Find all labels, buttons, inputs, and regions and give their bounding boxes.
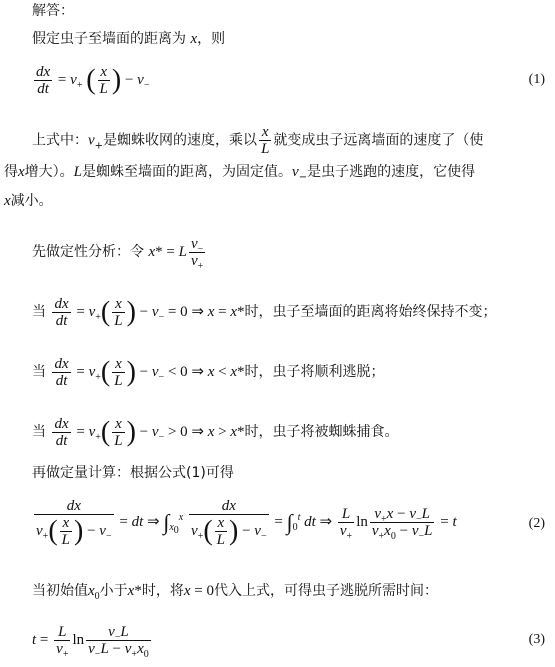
para1-d: 得 — [4, 164, 18, 180]
intro-text: 假定虫子至墙面的距离为 — [32, 31, 186, 47]
para1-e: 增大）。 — [24, 164, 74, 180]
equation-2: dx $v_+$( $\frac{x}{L}$ ) − $v_-$ = dt ⇒ $\int_{x_0}^x$ dx $v_+$( $\frac{x}{L}$ ) − $v_-$ = $\int_0^t$ dt ⇒ $\frac{L}{v_+}$ ln $\frac{v_+x - v_-L}{v_+x_0 - v_-L}$ = t — [36, 497, 457, 548]
case-2-prefix: 当 — [32, 364, 46, 380]
equation-1-number: (1) — [528, 72, 545, 87]
case-2: 当 $\frac{dx}{dt}$ = $v_+$( $\frac{x}{L}$ ) − $v_- < 0$ ⇒ x < x*时，虫子将顺利逃脱； — [32, 356, 385, 390]
escape-text: 当初始值$x_0$小于x*时，将x = 0代入上式，可得虫子逃脱所需时间： — [32, 583, 438, 602]
quantitative-intro: 再做定量计算：根据公式(1)可得 — [32, 465, 234, 481]
escape-text-a: 当初始值 — [32, 583, 88, 599]
case-2-text: 时，虫子将顺利逃脱； — [244, 364, 385, 380]
equation-1: $\frac{dx}{dt}$ = $v_+$ ( $\frac{x}{L}$ ) − $v_-$ — [36, 64, 150, 98]
case-3-prefix: 当 — [32, 424, 46, 440]
intro-end: ，则 — [197, 31, 226, 47]
escape-text-d: 代入上式，可得虫子逃脱所需时间： — [213, 583, 438, 599]
case-3-text: 时，虫子将被蜘蛛捕食。 — [244, 424, 399, 440]
case-3: 当 $\frac{dx}{dt}$ = $v_+$( $\frac{x}{L}$ ) − $v_- > 0$ ⇒ x > x*时，虫子将被蜘蛛捕食。 — [32, 416, 399, 450]
qual-intro-text: 先做定性分析：令 — [32, 244, 144, 260]
para1-h: 减小。 — [10, 193, 53, 209]
para1-a: 上式中： — [32, 132, 88, 149]
escape-text-c: 时，将 — [141, 583, 184, 599]
escape-text-b: 小于 — [99, 583, 128, 599]
case-1-prefix: 当 — [32, 304, 46, 320]
equation-3-number: (3) — [528, 632, 545, 647]
paragraph-1-line-3: x减小。 — [4, 193, 53, 209]
para1-f: 是蜘蛛至墙面的距离，为固定值。 — [82, 164, 293, 180]
case-1-text: 时，虫子至墙面的距离将始终保持不变； — [244, 304, 497, 320]
intro-var: x — [190, 31, 198, 47]
para1-b: 是蜘蛛收网的速度，乘以 — [103, 132, 258, 149]
para1-c: 就变成虫子远离墙面的速度了（使 — [273, 132, 484, 149]
qualitative-intro: 先做定性分析：令 x* = L $\frac{v_-}{v_+}$ — [32, 236, 204, 273]
paragraph-1-line-1: 上式中：$v_+$是蜘蛛收网的速度，乘以 $\frac{x}{L}$ 就变成虫子远离墙面的速度了（使 — [32, 124, 484, 157]
intro-line — [32, 30, 225, 48]
case-1: 当 $\frac{dx}{dt}$ = $v_+$( $\frac{x}{L}$ ) − $v_- = 0$ ⇒ x = x*时，虫子至墙面的距离将始终保持不变； — [32, 296, 497, 330]
heading: 解答： — [32, 3, 74, 19]
paragraph-1-line-2: 得x增大）。L是蜘蛛至墙面的距离，为固定值。$v_-$是虫子逃跑的速度，它使得 — [4, 164, 476, 183]
para1-g: 是虫子逃跑的速度，它使得 — [307, 164, 476, 180]
equation-2-number: (2) — [528, 516, 545, 531]
equation-3: t = $\frac{L}{v_+}$ ln $\frac{v_-L}{v_-L - v_+x_0}$ — [32, 624, 149, 661]
